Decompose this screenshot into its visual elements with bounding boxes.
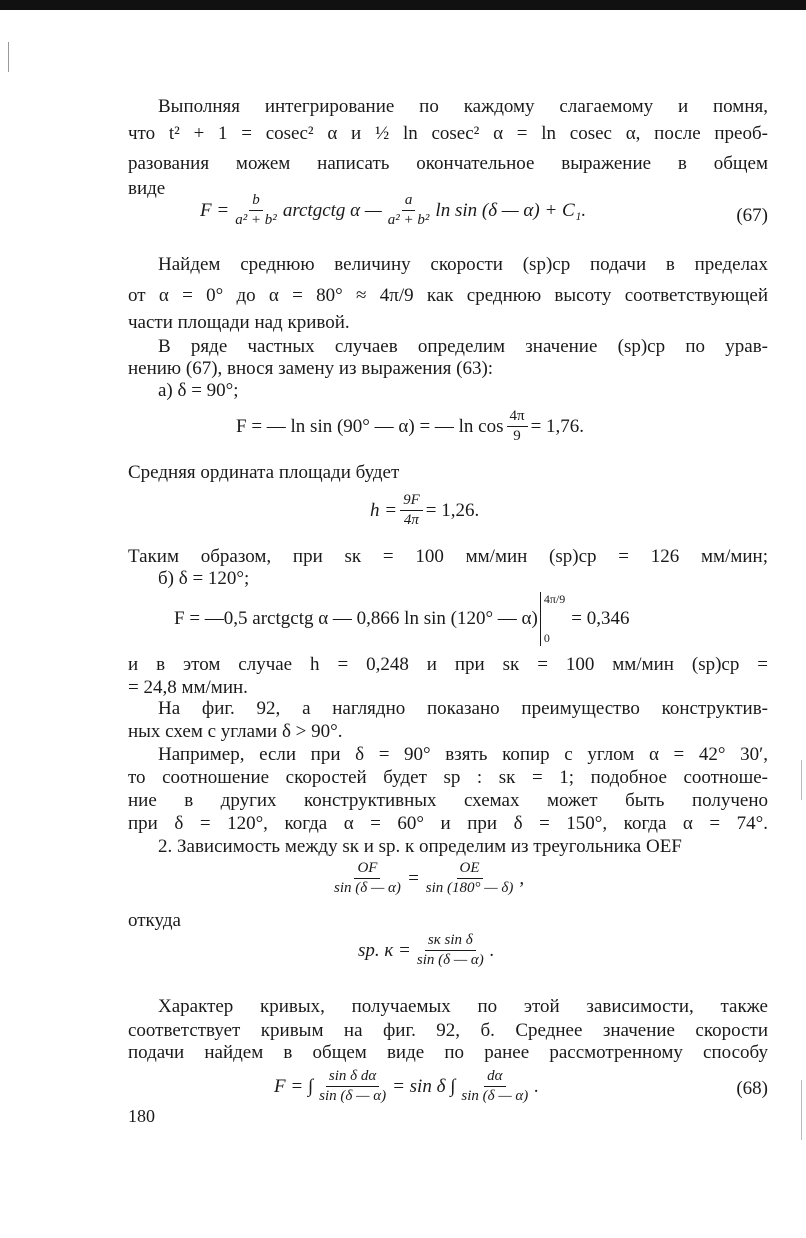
eq-tail: = 1,26.: [425, 499, 480, 521]
equation-case-a: [236, 408, 584, 445]
frac-denominator: sin (180° — δ): [425, 880, 514, 896]
frac-numerator: 4π: [507, 408, 528, 427]
equation-s: [358, 932, 495, 969]
frac-denominator: sin (δ — α): [416, 952, 484, 968]
equation-ratio: [328, 860, 524, 897]
text-line: при δ = 120°, когда α = 60° и при δ = 150°, когда α = 74°.: [128, 813, 768, 834]
frac-denominator: sin (δ — α): [334, 880, 401, 896]
text-line: виде: [128, 178, 166, 199]
equation-number: (67): [736, 205, 768, 226]
scan-margin-mark: [8, 42, 9, 72]
lower-limit: 0: [543, 631, 550, 645]
text-line: и в этом случае h = 0,248 и при sк = 100 мм/мин (sр)ср =: [128, 654, 768, 675]
integration-limits: [540, 592, 565, 646]
eq-mid: = sin δ ∫: [392, 1075, 456, 1097]
scan-top-border: [0, 0, 806, 10]
eq-lhs: F = — ln sin (90° — α) = — ln cos: [236, 415, 504, 437]
frac-denominator: sin (δ — α): [319, 1088, 387, 1104]
eq-fraction: [414, 932, 487, 969]
eq-fraction: [400, 492, 423, 529]
equation-number: (68): [736, 1078, 768, 1099]
eq-fraction: [316, 1068, 389, 1105]
frac-denominator: 4π: [403, 512, 419, 528]
text-line: разования можем написать окончательное выражение в общем: [128, 153, 768, 174]
text-line: В ряде частных случаев определим значение (sр)ср по урав-: [158, 336, 768, 357]
equation-68: [274, 1068, 539, 1105]
frac-numerator: OE: [457, 860, 483, 879]
frac-denominator: a² + b²: [387, 212, 430, 228]
eq-fraction: [423, 860, 517, 897]
text-line: Найдем среднюю величину скорости (sр)ср подачи в пределах: [158, 254, 768, 275]
eq-lhs: h =: [370, 499, 398, 521]
frac-numerator: OF: [354, 860, 380, 879]
page-number: 180: [128, 1106, 155, 1126]
frac-denominator: 9: [513, 428, 521, 444]
frac-denominator: a² + b²: [235, 212, 277, 228]
eq-tail: = 0,346: [571, 608, 630, 629]
eq-fraction: [507, 408, 528, 445]
text-line: от α = 0° до α = 80° ≈ 4π/9 как среднюю высоту соответствующей: [128, 285, 768, 306]
eq-lhs: sр. к =: [358, 939, 411, 961]
frac-denominator: sin (δ — α): [461, 1088, 529, 1104]
eq-lhs: F =: [200, 199, 230, 221]
equation-case-b: [174, 592, 629, 646]
text-line: что t² + 1 = cosec² α и ½ ln cosec² α = ln cosec α, после преоб-: [128, 123, 768, 144]
text-line: Таким образом, при sк = 100 мм/мин (sр)ср = 126 мм/мин;: [128, 546, 768, 567]
text-line: На фиг. 92, а наглядно показано преимущество конструктив-: [158, 698, 768, 719]
text-line: Выполняя интегрирование по каждому слагаемому и помня,: [158, 96, 768, 117]
eq-tail: .: [489, 939, 495, 961]
text-line: Например, если при δ = 90° взять копир с углом α = 42° 30′,: [158, 744, 768, 765]
frac-numerator: sк sin δ: [425, 932, 476, 951]
frac-numerator: sin δ dα: [326, 1068, 379, 1087]
eq-fraction: [385, 192, 433, 229]
eq-tail: = 1,76.: [530, 415, 585, 437]
text-line: части площади над кривой.: [128, 312, 350, 333]
text-line: то соотношение скоростей будет sр : sк = 1; подобное соотноше-: [128, 767, 768, 788]
text-line: ние в других конструктивных схемах может быть получено: [128, 790, 768, 811]
eq-fraction: [232, 192, 280, 229]
text-line: б) δ = 120°;: [158, 568, 250, 589]
upper-limit: 4π/9: [543, 592, 566, 606]
text-line: ных схем с углами δ > 90°.: [128, 721, 343, 742]
eq-fraction: [458, 1068, 531, 1105]
text-line: = 24,8 мм/мин.: [128, 677, 248, 698]
text-line: 2. Зависимость между sк и sр. к определим из треугольника OEF: [158, 836, 682, 857]
eq-tail: .: [534, 1075, 540, 1097]
text-line: нению (67), внося замену из выражения (63):: [128, 358, 494, 379]
eq-tail: ,: [519, 867, 525, 889]
frac-numerator: a: [402, 192, 416, 211]
eq-tail: ln sin (δ — α) + C₁.: [435, 199, 587, 221]
text-line: откуда: [128, 910, 181, 931]
frac-numerator: 9F: [400, 492, 423, 511]
scan-edge-mark: [801, 1080, 802, 1140]
eq-lhs: F = —0,5 arctgctg α — 0,866 ln sin (120° — α): [174, 608, 538, 629]
equation-67: [200, 192, 586, 229]
frac-numerator: b: [249, 192, 263, 211]
text-line: а) δ = 90°;: [158, 380, 239, 401]
eq-lhs: F = ∫: [274, 1075, 314, 1097]
text-line: подачи найдем в общем виде по ранее рассмотренному способу: [128, 1042, 768, 1063]
text-line: Средняя ордината площади будет: [128, 462, 400, 483]
eq-mid: arctgctg α —: [282, 199, 382, 221]
text-line: Характер кривых, получаемых по этой зависимости, также: [158, 996, 768, 1017]
equation-h: [370, 492, 479, 529]
eq-fraction: [331, 860, 404, 897]
frac-numerator: dα: [484, 1068, 505, 1087]
eq-operator: =: [406, 867, 420, 889]
text-line: соответствует кривым на фиг. 92, б. Среднее значение скорости: [128, 1020, 768, 1041]
scan-edge-mark: [801, 760, 802, 800]
